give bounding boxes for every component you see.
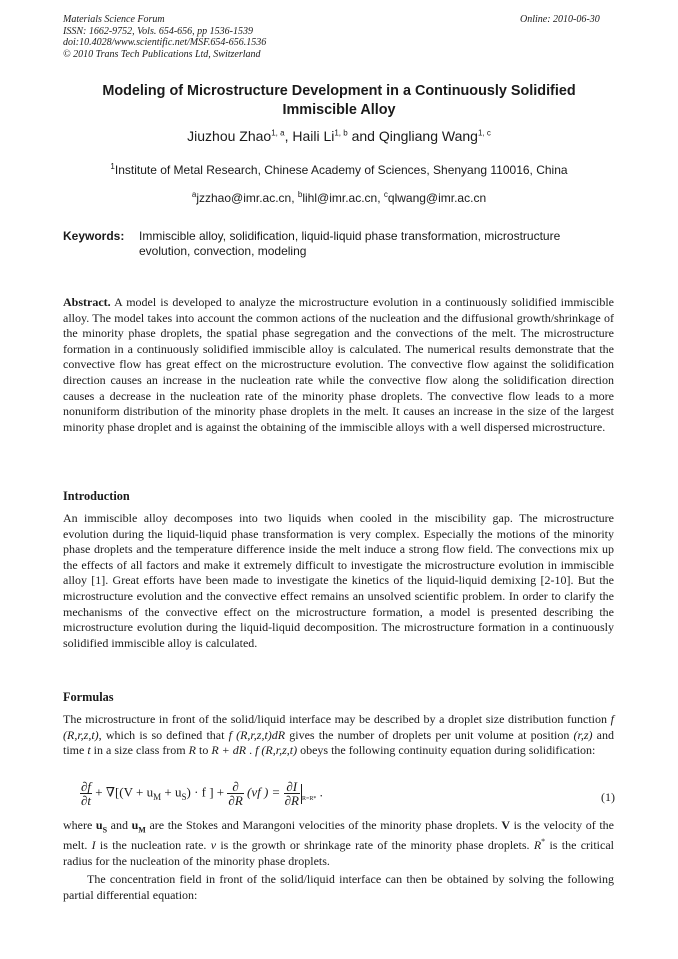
text-run: and: [107, 818, 132, 832]
math-inline: I: [91, 837, 96, 852]
abstract: [63, 295, 614, 435]
keywords-text: [139, 229, 619, 258]
fraction: [227, 780, 243, 807]
email-address: qlwang@imr.ac.cn: [387, 191, 487, 205]
math-sub: M: [138, 825, 146, 835]
eq-term: (vf ) =: [247, 784, 281, 800]
eq-term: .: [316, 784, 323, 800]
math-inline: V: [501, 818, 510, 832]
formulas-paragraph-1: [63, 712, 614, 759]
text-run: are the Stokes and Marangoni velocities of the minority phase droplets.: [145, 818, 502, 832]
math-inline: t: [87, 743, 91, 758]
math-inline: f (R,r,z,t): [255, 743, 298, 758]
equation-number: (1): [601, 790, 615, 804]
text-run: is the velocity of the melt.: [63, 818, 614, 852]
author-name: Qingliang Wang: [378, 128, 478, 144]
title-line-2: Immiscible Alloy: [282, 102, 396, 118]
denominator: ∂R: [228, 793, 243, 808]
affiliation-text: Institute of Metal Research, Chinese Academy of Sciences, Shenyang 110016, China: [114, 163, 568, 177]
numerator: ∂I: [284, 780, 300, 794]
math-sup: *: [541, 836, 546, 846]
math-inline: R: [533, 837, 542, 852]
author-sup: 1, b: [334, 128, 348, 138]
text-run: , which is so defined that: [98, 727, 229, 742]
fraction: [80, 780, 92, 807]
math-inline: R + dR: [211, 743, 247, 758]
eq-sub: M: [153, 792, 162, 803]
eq-sub: S: [181, 792, 187, 803]
formulas-paragraph-3: The concentration field in front of the solid/liquid interface can then be obtained by solving the following partial differential equation:: [63, 872, 614, 902]
paper-title: [63, 82, 615, 120]
keywords-line-2: evolution, convection, modeling: [139, 243, 307, 258]
affiliation-sup: 1: [110, 162, 115, 171]
journal-header: [63, 14, 266, 60]
author-name: Jiuzhou Zhao: [187, 128, 272, 144]
math-inline: v: [210, 837, 217, 852]
text-run: The microstructure in front of the solid/liquid interface may be described by a droplet size distribution function: [63, 712, 611, 726]
math-inline: R: [188, 743, 196, 758]
issn: ISSN: 1662-9752, Vols. 654-656, pp 1536-1539: [63, 25, 253, 37]
denominator: ∂t: [81, 793, 92, 808]
email-address: lihl@imr.ac.cn: [302, 191, 378, 205]
affiliation: [63, 163, 615, 177]
formulas-paragraph-2: [63, 818, 614, 869]
fraction: [284, 780, 300, 807]
math-sub: S: [102, 825, 108, 835]
intro-heading: Introduction: [63, 489, 130, 503]
copyright: © 2010 Trans Tech Publications Ltd, Switzerland: [63, 48, 261, 60]
email-sup: c: [383, 190, 388, 199]
author-separator: and: [347, 128, 379, 144]
online-date: Online: 2010-06-30: [520, 14, 600, 25]
math-inline: f (R,r,z,t)dR: [228, 727, 286, 742]
keywords-line-1: Immiscible alloy, solidification, liquid-liquid phase transformation, microstructure: [139, 229, 561, 243]
eq-term: ) · f ] +: [186, 784, 225, 800]
formulas-heading: Formulas: [63, 690, 114, 704]
title-line-1: Modeling of Microstructure Development in a Continuously Solidified: [102, 83, 576, 99]
keywords-label: Keywords:: [63, 229, 125, 243]
text-run: gives the number of droplets per unit volume at position: [285, 727, 574, 742]
author-sup: 1, a: [271, 128, 285, 138]
text-run: where: [63, 818, 96, 832]
text-run: and time: [63, 727, 614, 758]
text-run: .: [246, 743, 256, 758]
math-inline: u: [131, 818, 139, 832]
text-run: to: [195, 743, 212, 758]
doi: doi:10.4028/www.scientific.net/MSF.654-656.1536: [63, 37, 267, 48]
email-list: $^a$jzzhao@imr.ac.cn, $^b$lihl@imr.ac.cn, $^c$qlwang@imr.ac.cn: [191, 190, 487, 205]
eq-term: + u: [161, 784, 182, 800]
numerator: ∂f: [81, 779, 92, 794]
email-address: jzzhao@imr.ac.cn: [196, 191, 292, 205]
text-run: is the growth or shrinkage rate of the minority phase droplets.: [216, 837, 534, 852]
denominator: ∂R: [284, 793, 299, 808]
email-sup: b: [297, 190, 303, 199]
math-inline: f (R,r,z,t): [63, 712, 614, 742]
abstract-label: Abstract.: [63, 295, 111, 309]
equation-1: [80, 780, 615, 812]
eq-sub: R=R*: [301, 796, 317, 803]
eq-term: + ∇[(V + u: [95, 784, 154, 800]
math-inline: (r,z): [573, 727, 593, 742]
journal-name: Materials Science Forum: [63, 14, 165, 25]
text-run: is the critical radius for the nucleation of the minority phase droplets.: [63, 837, 615, 868]
email-sup: a: [191, 190, 197, 199]
numerator: ∂: [227, 780, 243, 794]
abstract-text: A model is developed to analyze the microstructure evolution in a continuously solidified immiscible alloy. The model takes into account the common actions of the nucleation and the diffusional growth/shrinkage of the minority phase droplets, the spatial phase segregation and the convections of the melt. The microstructure formation in a continuously solidified immiscible alloy is calculated. The numerical results demonstrate that the convective flow has great effect on the microstructure evolution. The convective flow against the solidification direction causes an increase in the nucleation rate while the convective flow along the solidification direction causes a decrease in the nucleation rate of the minority phase droplets. The convective flow leads to a more nonuniform distribution of the minority phase droplets in the melt. It causes an increase in the size of the largest minority phase droplet and is against the obtaining of the immiscible alloys with a well dispersed microstructure.: [63, 295, 614, 434]
author-sup: 1, c: [477, 128, 491, 138]
intro-paragraph: An immiscible alloy decomposes into two liquids when cooled in the miscibility gap. The microstructure evolution during the liquid-liquid phase transformation is very complex. Especially the motions of the minority phase droplets and the temperature difference inside the melt induce a strong flow field. The convections mix up the effects of all factors and make it extremely difficult to investigate the microstructure evolution in immiscible alloy [1]. Great efforts have been made to investigate the kinetics of the liquid-liquid demixing [2-10]. But the microstructure evolution and the convective effect remains an unsolved scientific problem. In order to clarify the mechanisms of the convective effect on the microstructure formation, a model is presented describing the microstructure evolution during the liquid-liquid decomposition. The microstructure formation in a continuously solidified immiscible alloy is calculated.: [63, 511, 614, 650]
text-run: obeys the following continuity equation during solidification:: [297, 743, 596, 758]
math-inline: u: [95, 818, 103, 832]
text-run: in a size class from: [90, 743, 189, 758]
author-list: [63, 128, 615, 144]
author-separator: ,: [284, 128, 293, 144]
text-run: is the nucleation rate.: [95, 837, 211, 852]
author-name: Haili Li: [292, 128, 335, 144]
